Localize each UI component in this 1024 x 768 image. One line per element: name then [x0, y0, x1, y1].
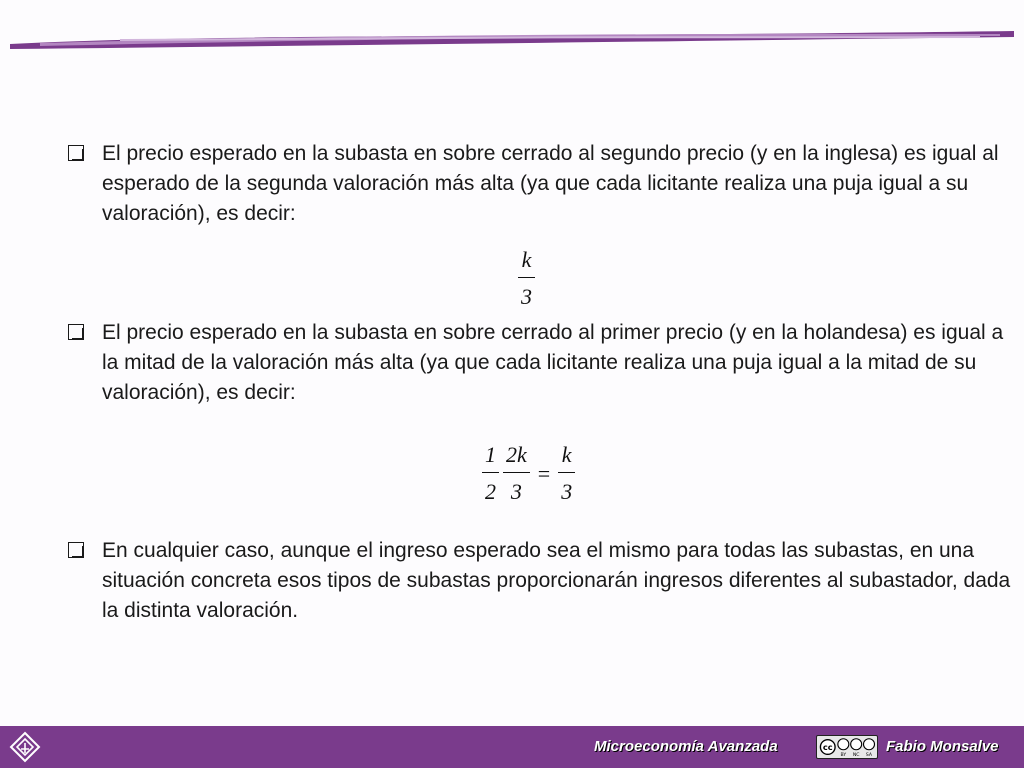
course-title: Microeconomía Avanzada — [594, 738, 778, 755]
equation-half-two-thirds — [480, 442, 577, 505]
bullet-conclusion — [68, 536, 1022, 626]
bullet-text: El precio esperado en la subasta en sobre cerrado al primer precio (y en la holandesa) es igual a la mitad de la valoración más alta (ya que cada licitante realiza una puja igual a la mitad de su valoración), es decir: — [102, 321, 1004, 404]
bullet-text: En cualquier caso, aunque el ingreso esperado sea el mismo para todas las subastas, en una situación concreta esos tipos de subastas proporcionarán ingresos diferentes al subastador, dada la distinta valoración. — [102, 539, 1011, 622]
footer-bar — [0, 726, 1024, 768]
license-sa-label: SA — [865, 753, 873, 759]
bullet-text: El precio esperado en la subasta en sobre cerrado al segundo precio (y en la inglesa) es igual al esperado de la segunda valoración más alta (ya que cada licitante realiza una puja igual a su valoración), es decir: — [102, 142, 999, 225]
fraction: $\frac{k}{3}$ — [518, 247, 535, 310]
fraction-half: $\frac{1}{2}$ — [482, 442, 499, 505]
svg-text:cc: cc — [822, 742, 833, 753]
equals-sign: = — [537, 460, 551, 486]
license-nc-label: NC — [852, 753, 860, 759]
author-name: Fabio Monsalve — [886, 738, 999, 755]
bullet-first-price — [68, 318, 1022, 408]
creative-commons-license-icon — [816, 735, 878, 759]
checkbox-bullet-icon — [68, 324, 84, 340]
bullet-second-price — [68, 139, 1022, 229]
checkbox-bullet-icon — [68, 542, 84, 558]
university-logo-icon — [8, 730, 42, 764]
equation-k-over-3 — [516, 247, 537, 310]
fraction-k-3: $\frac{k}{3}$ — [558, 442, 575, 505]
fraction-2k-3: $\frac{2k}{3}$ — [503, 442, 530, 505]
license-by-label: BY — [840, 753, 847, 759]
checkbox-bullet-icon — [68, 145, 84, 161]
header-decoration — [0, 0, 1024, 60]
